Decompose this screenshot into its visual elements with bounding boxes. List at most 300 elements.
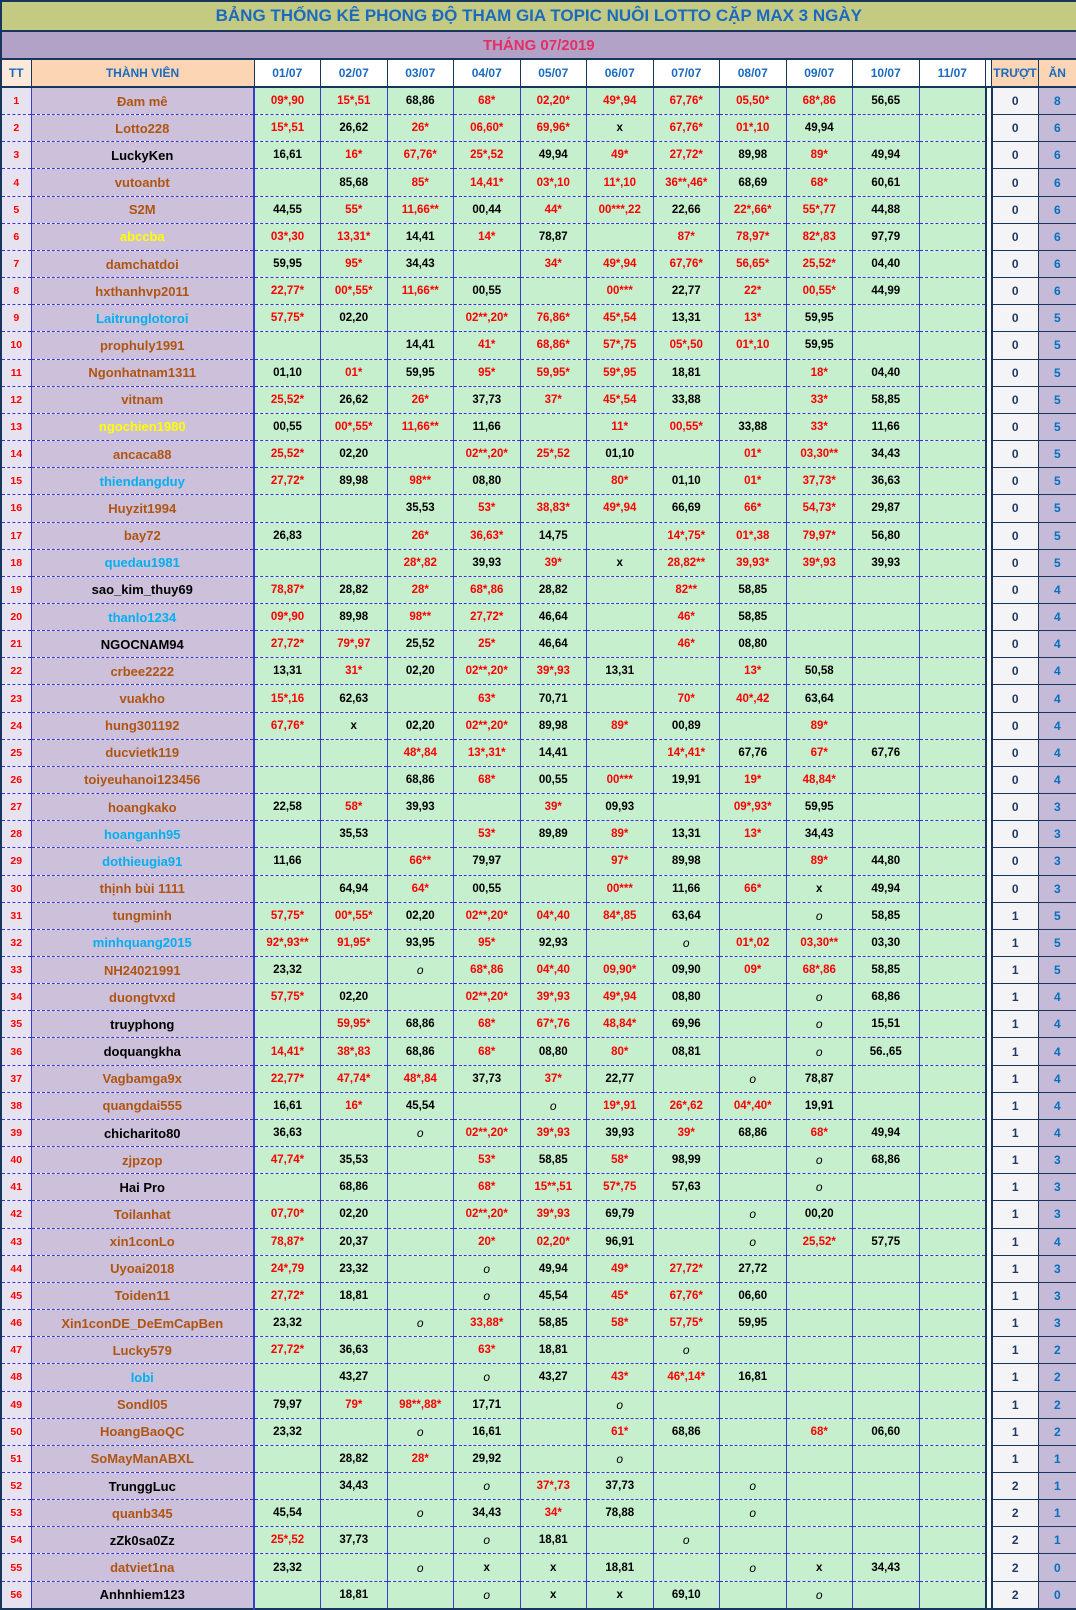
truot-count-cell[interactable]: 2 bbox=[992, 1554, 1039, 1581]
member-name-cell[interactable]: doquangkha bbox=[31, 1038, 254, 1065]
result-cell[interactable]: 09*,90 bbox=[254, 87, 321, 115]
result-cell[interactable] bbox=[387, 1337, 454, 1364]
result-cell[interactable]: 87* bbox=[653, 223, 720, 250]
result-cell[interactable]: 02,20 bbox=[321, 441, 388, 468]
result-cell[interactable]: 63,64 bbox=[786, 685, 853, 712]
result-cell[interactable]: 68* bbox=[786, 169, 853, 196]
result-cell[interactable]: 39* bbox=[520, 549, 587, 576]
result-cell[interactable]: 25,52* bbox=[254, 441, 321, 468]
result-cell[interactable]: 00,20 bbox=[786, 1201, 853, 1228]
result-cell[interactable]: 16,61 bbox=[254, 142, 321, 169]
row-number[interactable]: 31 bbox=[1, 902, 31, 929]
result-cell[interactable] bbox=[254, 169, 321, 196]
result-cell[interactable] bbox=[919, 413, 986, 440]
an-count-cell[interactable]: 4 bbox=[1039, 1038, 1076, 1065]
row-number[interactable]: 25 bbox=[1, 739, 31, 766]
result-cell[interactable]: 39,93 bbox=[454, 549, 521, 576]
member-name-cell[interactable]: LuckyKen bbox=[31, 142, 254, 169]
member-name-cell[interactable]: hoangkako bbox=[31, 794, 254, 821]
result-cell[interactable]: o bbox=[520, 1092, 587, 1119]
result-cell[interactable]: 03,30** bbox=[786, 441, 853, 468]
truot-count-cell[interactable]: 1 bbox=[992, 1445, 1039, 1472]
an-count-cell[interactable]: 2 bbox=[1039, 1418, 1076, 1445]
result-cell[interactable]: 68*,86 bbox=[454, 576, 521, 603]
result-cell[interactable] bbox=[919, 1147, 986, 1174]
row-number[interactable]: 53 bbox=[1, 1500, 31, 1527]
result-cell[interactable]: 27,72* bbox=[254, 1337, 321, 1364]
truot-count-cell[interactable]: 1 bbox=[992, 984, 1039, 1011]
result-cell[interactable] bbox=[786, 576, 853, 603]
result-cell[interactable]: 61* bbox=[587, 1418, 654, 1445]
result-cell[interactable]: 11,66** bbox=[387, 196, 454, 223]
result-cell[interactable]: o bbox=[786, 1038, 853, 1065]
result-cell[interactable] bbox=[720, 1527, 787, 1554]
member-name-cell[interactable]: datviet1na bbox=[31, 1554, 254, 1581]
row-number[interactable]: 3 bbox=[1, 142, 31, 169]
result-cell[interactable]: 24*,79 bbox=[254, 1255, 321, 1282]
result-cell[interactable]: x bbox=[520, 1581, 587, 1609]
result-cell[interactable] bbox=[720, 1337, 787, 1364]
result-cell[interactable]: 64* bbox=[387, 875, 454, 902]
an-count-cell[interactable]: 3 bbox=[1039, 1201, 1076, 1228]
member-name-cell[interactable]: thiendangduy bbox=[31, 468, 254, 495]
result-cell[interactable] bbox=[919, 766, 986, 793]
an-count-cell[interactable]: 6 bbox=[1039, 250, 1076, 277]
result-cell[interactable] bbox=[786, 1472, 853, 1499]
column-header-an[interactable]: ĂN bbox=[1039, 59, 1076, 87]
result-cell[interactable]: 23,32 bbox=[254, 957, 321, 984]
result-cell[interactable] bbox=[853, 631, 920, 658]
result-cell[interactable] bbox=[919, 1255, 986, 1282]
truot-count-cell[interactable]: 1 bbox=[992, 1119, 1039, 1146]
result-cell[interactable] bbox=[387, 1201, 454, 1228]
result-cell[interactable]: 13,31 bbox=[254, 658, 321, 685]
result-cell[interactable]: 09*,93* bbox=[720, 794, 787, 821]
result-cell[interactable] bbox=[321, 1554, 388, 1581]
result-cell[interactable] bbox=[919, 1581, 986, 1609]
result-cell[interactable]: 67,76* bbox=[254, 712, 321, 739]
result-cell[interactable]: 29,92 bbox=[454, 1445, 521, 1472]
result-cell[interactable]: 98**,88* bbox=[387, 1391, 454, 1418]
result-cell[interactable]: 79*,97 bbox=[321, 631, 388, 658]
truot-count-cell[interactable]: 2 bbox=[992, 1472, 1039, 1499]
result-cell[interactable]: 13* bbox=[720, 658, 787, 685]
result-cell[interactable]: 11,66** bbox=[387, 413, 454, 440]
an-count-cell[interactable]: 3 bbox=[1039, 1147, 1076, 1174]
result-cell[interactable]: o bbox=[720, 1472, 787, 1499]
row-number[interactable]: 14 bbox=[1, 441, 31, 468]
result-cell[interactable]: 23,32 bbox=[254, 1310, 321, 1337]
result-cell[interactable]: 18,81 bbox=[520, 1337, 587, 1364]
result-cell[interactable] bbox=[786, 1255, 853, 1282]
result-cell[interactable]: x bbox=[520, 1554, 587, 1581]
result-cell[interactable]: 79* bbox=[321, 1391, 388, 1418]
result-cell[interactable]: 22,77 bbox=[587, 1065, 654, 1092]
result-cell[interactable]: 70,71 bbox=[520, 685, 587, 712]
result-cell[interactable]: 67,76* bbox=[653, 115, 720, 142]
result-cell[interactable]: 57,75* bbox=[254, 984, 321, 1011]
result-cell[interactable] bbox=[587, 603, 654, 630]
result-cell[interactable]: 34,43 bbox=[321, 1472, 388, 1499]
result-cell[interactable] bbox=[587, 1337, 654, 1364]
result-cell[interactable] bbox=[786, 1391, 853, 1418]
member-name-cell[interactable]: damchatdoi bbox=[31, 250, 254, 277]
truot-count-cell[interactable]: 0 bbox=[992, 278, 1039, 305]
result-cell[interactable]: o bbox=[786, 902, 853, 929]
result-cell[interactable] bbox=[786, 1282, 853, 1309]
result-cell[interactable]: o bbox=[786, 1011, 853, 1038]
result-cell[interactable]: 03,30** bbox=[786, 929, 853, 956]
member-name-cell[interactable]: prophuly1991 bbox=[31, 332, 254, 359]
result-cell[interactable]: 20* bbox=[454, 1228, 521, 1255]
result-cell[interactable]: 78,87 bbox=[520, 223, 587, 250]
result-cell[interactable]: 38,83* bbox=[520, 495, 587, 522]
result-cell[interactable]: 89* bbox=[587, 712, 654, 739]
result-cell[interactable]: o bbox=[387, 1500, 454, 1527]
result-cell[interactable] bbox=[387, 1228, 454, 1255]
result-cell[interactable]: 46*,14* bbox=[653, 1364, 720, 1391]
result-cell[interactable]: 49* bbox=[587, 1255, 654, 1282]
result-cell[interactable]: o bbox=[720, 1201, 787, 1228]
result-cell[interactable]: 03,30 bbox=[853, 929, 920, 956]
an-count-cell[interactable]: 6 bbox=[1039, 142, 1076, 169]
an-count-cell[interactable]: 4 bbox=[1039, 984, 1076, 1011]
an-count-cell[interactable]: 1 bbox=[1039, 1445, 1076, 1472]
result-cell[interactable] bbox=[853, 1255, 920, 1282]
result-cell[interactable]: 85,68 bbox=[321, 169, 388, 196]
result-cell[interactable] bbox=[454, 1092, 521, 1119]
member-name-cell[interactable]: thanlo1234 bbox=[31, 603, 254, 630]
result-cell[interactable] bbox=[919, 522, 986, 549]
result-cell[interactable]: 06,60 bbox=[853, 1418, 920, 1445]
truot-count-cell[interactable]: 0 bbox=[992, 821, 1039, 848]
result-cell[interactable] bbox=[853, 115, 920, 142]
result-cell[interactable]: 34,43 bbox=[853, 1554, 920, 1581]
result-cell[interactable] bbox=[653, 1065, 720, 1092]
truot-count-cell[interactable]: 0 bbox=[992, 305, 1039, 332]
result-cell[interactable]: 59,95 bbox=[720, 1310, 787, 1337]
member-name-cell[interactable]: Toilanhat bbox=[31, 1201, 254, 1228]
result-cell[interactable] bbox=[387, 305, 454, 332]
result-cell[interactable]: 00*** bbox=[587, 278, 654, 305]
result-cell[interactable]: 56,65* bbox=[720, 250, 787, 277]
result-cell[interactable]: o bbox=[720, 1065, 787, 1092]
result-cell[interactable]: 50,58 bbox=[786, 658, 853, 685]
truot-count-cell[interactable]: 0 bbox=[992, 848, 1039, 875]
result-cell[interactable]: 36,63 bbox=[254, 1119, 321, 1146]
member-name-cell[interactable]: Anhnhiem123 bbox=[31, 1581, 254, 1609]
member-name-cell[interactable]: quangdai555 bbox=[31, 1092, 254, 1119]
result-cell[interactable]: 28* bbox=[387, 1445, 454, 1472]
result-cell[interactable]: 01*,02 bbox=[720, 929, 787, 956]
result-cell[interactable]: 56.,65 bbox=[853, 1038, 920, 1065]
result-cell[interactable]: 02**,20* bbox=[454, 1119, 521, 1146]
result-cell[interactable]: 80* bbox=[587, 1038, 654, 1065]
result-cell[interactable]: 26* bbox=[387, 386, 454, 413]
result-cell[interactable]: 36**,46* bbox=[653, 169, 720, 196]
result-cell[interactable]: 58,85 bbox=[520, 1147, 587, 1174]
result-cell[interactable] bbox=[919, 957, 986, 984]
result-cell[interactable]: 11,66 bbox=[653, 875, 720, 902]
an-count-cell[interactable]: 4 bbox=[1039, 658, 1076, 685]
result-cell[interactable]: 67,76* bbox=[653, 250, 720, 277]
result-cell[interactable]: 28,82 bbox=[321, 576, 388, 603]
member-name-cell[interactable]: toiyeuhanoi123456 bbox=[31, 766, 254, 793]
member-name-cell[interactable]: hxthanhvp2011 bbox=[31, 278, 254, 305]
result-cell[interactable] bbox=[387, 1581, 454, 1609]
result-cell[interactable] bbox=[853, 712, 920, 739]
row-number[interactable]: 10 bbox=[1, 332, 31, 359]
result-cell[interactable] bbox=[587, 1527, 654, 1554]
result-cell[interactable]: 84*,85 bbox=[587, 902, 654, 929]
result-cell[interactable]: 48,84* bbox=[786, 766, 853, 793]
truot-count-cell[interactable]: 0 bbox=[992, 223, 1039, 250]
member-name-cell[interactable]: HoangBaoQC bbox=[31, 1418, 254, 1445]
result-cell[interactable] bbox=[653, 1201, 720, 1228]
result-cell[interactable]: 22,77* bbox=[254, 278, 321, 305]
result-cell[interactable]: 25*,52 bbox=[520, 441, 587, 468]
an-count-cell[interactable]: 4 bbox=[1039, 603, 1076, 630]
result-cell[interactable] bbox=[387, 821, 454, 848]
result-cell[interactable] bbox=[254, 739, 321, 766]
result-cell[interactable] bbox=[919, 1011, 986, 1038]
result-cell[interactable]: 85* bbox=[387, 169, 454, 196]
result-cell[interactable]: 14*,41* bbox=[653, 739, 720, 766]
result-cell[interactable]: 00*,55* bbox=[321, 902, 388, 929]
truot-count-cell[interactable]: 1 bbox=[992, 1310, 1039, 1337]
result-cell[interactable]: 56,80 bbox=[853, 522, 920, 549]
result-cell[interactable] bbox=[919, 468, 986, 495]
result-cell[interactable]: 37,73 bbox=[454, 386, 521, 413]
result-cell[interactable] bbox=[853, 1092, 920, 1119]
result-cell[interactable] bbox=[919, 1310, 986, 1337]
member-name-cell[interactable]: Xin1conDE_DeEmCapBen bbox=[31, 1310, 254, 1337]
result-cell[interactable] bbox=[587, 685, 654, 712]
result-cell[interactable]: 39,93 bbox=[587, 1119, 654, 1146]
result-cell[interactable]: o bbox=[454, 1472, 521, 1499]
result-cell[interactable]: 91,95* bbox=[321, 929, 388, 956]
result-cell[interactable]: 45*,54 bbox=[587, 305, 654, 332]
member-name-cell[interactable]: xin1conLo bbox=[31, 1228, 254, 1255]
result-cell[interactable]: 08,80 bbox=[454, 468, 521, 495]
result-cell[interactable] bbox=[853, 1527, 920, 1554]
result-cell[interactable] bbox=[919, 1472, 986, 1499]
result-cell[interactable] bbox=[321, 739, 388, 766]
truot-count-cell[interactable]: 0 bbox=[992, 413, 1039, 440]
column-header-member[interactable]: THÀNH VIÊN bbox=[31, 59, 254, 87]
result-cell[interactable]: 68* bbox=[454, 766, 521, 793]
result-cell[interactable] bbox=[720, 1011, 787, 1038]
result-cell[interactable]: 64,94 bbox=[321, 875, 388, 902]
result-cell[interactable]: 37,73* bbox=[786, 468, 853, 495]
row-number[interactable]: 19 bbox=[1, 576, 31, 603]
result-cell[interactable]: o bbox=[454, 1527, 521, 1554]
result-cell[interactable] bbox=[387, 1147, 454, 1174]
result-cell[interactable]: 58* bbox=[587, 1310, 654, 1337]
result-cell[interactable] bbox=[520, 468, 587, 495]
row-number[interactable]: 18 bbox=[1, 549, 31, 576]
an-count-cell[interactable]: 6 bbox=[1039, 196, 1076, 223]
member-name-cell[interactable]: duongtvxd bbox=[31, 984, 254, 1011]
result-cell[interactable]: 14,41 bbox=[387, 223, 454, 250]
result-cell[interactable]: 02**,20* bbox=[454, 305, 521, 332]
result-cell[interactable]: o bbox=[587, 1445, 654, 1472]
result-cell[interactable] bbox=[919, 1418, 986, 1445]
result-cell[interactable]: 55* bbox=[321, 196, 388, 223]
result-cell[interactable]: 58,85 bbox=[720, 576, 787, 603]
result-cell[interactable] bbox=[853, 1065, 920, 1092]
result-cell[interactable]: 25,52* bbox=[786, 1228, 853, 1255]
result-cell[interactable]: 13,31 bbox=[653, 305, 720, 332]
result-cell[interactable]: 79,97 bbox=[254, 1391, 321, 1418]
result-cell[interactable]: 89,98 bbox=[321, 603, 388, 630]
column-header-date-08-07[interactable]: 08/07 bbox=[720, 59, 787, 87]
row-number[interactable]: 24 bbox=[1, 712, 31, 739]
result-cell[interactable] bbox=[720, 848, 787, 875]
an-count-cell[interactable]: 3 bbox=[1039, 794, 1076, 821]
result-cell[interactable]: 69,96* bbox=[520, 115, 587, 142]
result-cell[interactable]: 06,60 bbox=[720, 1282, 787, 1309]
result-cell[interactable] bbox=[254, 875, 321, 902]
result-cell[interactable] bbox=[653, 1472, 720, 1499]
result-cell[interactable]: 78,87* bbox=[254, 1228, 321, 1255]
result-cell[interactable] bbox=[919, 1228, 986, 1255]
result-cell[interactable] bbox=[853, 1282, 920, 1309]
an-count-cell[interactable]: 5 bbox=[1039, 359, 1076, 386]
result-cell[interactable] bbox=[321, 1500, 388, 1527]
result-cell[interactable]: x bbox=[587, 549, 654, 576]
result-cell[interactable]: 04*,40* bbox=[720, 1092, 787, 1119]
an-count-cell[interactable]: 5 bbox=[1039, 386, 1076, 413]
row-number[interactable]: 50 bbox=[1, 1418, 31, 1445]
result-cell[interactable]: 68,69 bbox=[720, 169, 787, 196]
result-cell[interactable]: x bbox=[321, 712, 388, 739]
member-name-cell[interactable]: SoMayManABXL bbox=[31, 1445, 254, 1472]
member-name-cell[interactable]: Lotto228 bbox=[31, 115, 254, 142]
result-cell[interactable]: 59,95 bbox=[786, 332, 853, 359]
result-cell[interactable]: 14,41 bbox=[520, 739, 587, 766]
result-cell[interactable] bbox=[720, 359, 787, 386]
result-cell[interactable] bbox=[853, 603, 920, 630]
result-cell[interactable] bbox=[653, 441, 720, 468]
member-name-cell[interactable]: TrunggLuc bbox=[31, 1472, 254, 1499]
result-cell[interactable] bbox=[919, 1364, 986, 1391]
result-cell[interactable] bbox=[919, 875, 986, 902]
result-cell[interactable]: 25*,52 bbox=[454, 142, 521, 169]
result-cell[interactable] bbox=[853, 305, 920, 332]
result-cell[interactable]: 23,32 bbox=[254, 1418, 321, 1445]
row-number[interactable]: 36 bbox=[1, 1038, 31, 1065]
result-cell[interactable] bbox=[919, 223, 986, 250]
result-cell[interactable]: 37*,73 bbox=[520, 1472, 587, 1499]
result-cell[interactable]: 19,91 bbox=[653, 766, 720, 793]
result-cell[interactable]: 59,95* bbox=[520, 359, 587, 386]
truot-count-cell[interactable]: 0 bbox=[992, 386, 1039, 413]
result-cell[interactable]: 33* bbox=[786, 413, 853, 440]
an-count-cell[interactable]: 4 bbox=[1039, 766, 1076, 793]
result-cell[interactable]: 14*,75* bbox=[653, 522, 720, 549]
result-cell[interactable] bbox=[853, 658, 920, 685]
result-cell[interactable] bbox=[853, 1391, 920, 1418]
row-number[interactable]: 41 bbox=[1, 1174, 31, 1201]
result-cell[interactable]: 20,37 bbox=[321, 1228, 388, 1255]
result-cell[interactable] bbox=[321, 1418, 388, 1445]
result-cell[interactable] bbox=[853, 1581, 920, 1609]
result-cell[interactable] bbox=[853, 332, 920, 359]
result-cell[interactable]: 09,90 bbox=[653, 957, 720, 984]
result-cell[interactable]: 39* bbox=[520, 794, 587, 821]
an-count-cell[interactable]: 1 bbox=[1039, 1527, 1076, 1554]
row-number[interactable]: 21 bbox=[1, 631, 31, 658]
result-cell[interactable]: o bbox=[587, 1391, 654, 1418]
result-cell[interactable] bbox=[653, 1500, 720, 1527]
result-cell[interactable]: 45,54 bbox=[520, 1282, 587, 1309]
row-number[interactable]: 46 bbox=[1, 1310, 31, 1337]
truot-count-cell[interactable]: 0 bbox=[992, 685, 1039, 712]
result-cell[interactable]: 26* bbox=[387, 522, 454, 549]
result-cell[interactable] bbox=[720, 386, 787, 413]
result-cell[interactable] bbox=[387, 1472, 454, 1499]
result-cell[interactable]: 27,72 bbox=[720, 1255, 787, 1282]
result-cell[interactable] bbox=[853, 576, 920, 603]
result-cell[interactable]: 82*,83 bbox=[786, 223, 853, 250]
column-header-date-09-07[interactable]: 09/07 bbox=[786, 59, 853, 87]
result-cell[interactable]: 46* bbox=[653, 631, 720, 658]
result-cell[interactable]: 13*,31* bbox=[454, 739, 521, 766]
truot-count-cell[interactable]: 1 bbox=[992, 1201, 1039, 1228]
an-count-cell[interactable]: 8 bbox=[1039, 87, 1076, 115]
member-name-cell[interactable]: zZk0sa0Zz bbox=[31, 1527, 254, 1554]
result-cell[interactable] bbox=[919, 794, 986, 821]
result-cell[interactable]: 47,74* bbox=[254, 1147, 321, 1174]
result-cell[interactable] bbox=[254, 495, 321, 522]
result-cell[interactable]: 68,86 bbox=[387, 1038, 454, 1065]
result-cell[interactable] bbox=[653, 1554, 720, 1581]
result-cell[interactable]: 39*,93 bbox=[786, 549, 853, 576]
result-cell[interactable] bbox=[254, 1364, 321, 1391]
result-cell[interactable] bbox=[587, 576, 654, 603]
result-cell[interactable] bbox=[919, 984, 986, 1011]
an-count-cell[interactable]: 1 bbox=[1039, 1500, 1076, 1527]
truot-count-cell[interactable]: 0 bbox=[992, 332, 1039, 359]
result-cell[interactable]: 39*,93 bbox=[520, 1201, 587, 1228]
result-cell[interactable]: 04*,40 bbox=[520, 957, 587, 984]
column-header-truot[interactable]: TRƯỢT bbox=[992, 59, 1039, 87]
result-cell[interactable]: 09,93 bbox=[587, 794, 654, 821]
result-cell[interactable] bbox=[653, 1228, 720, 1255]
result-cell[interactable]: o bbox=[387, 957, 454, 984]
result-cell[interactable]: o bbox=[454, 1364, 521, 1391]
result-cell[interactable] bbox=[254, 1445, 321, 1472]
result-cell[interactable]: 15,51 bbox=[853, 1011, 920, 1038]
truot-count-cell[interactable]: 0 bbox=[992, 359, 1039, 386]
result-cell[interactable]: 49*,94 bbox=[587, 984, 654, 1011]
result-cell[interactable]: 22,58 bbox=[254, 794, 321, 821]
result-cell[interactable]: o bbox=[653, 1527, 720, 1554]
member-name-cell[interactable]: sao_kim_thuy69 bbox=[31, 576, 254, 603]
result-cell[interactable]: o bbox=[720, 1500, 787, 1527]
result-cell[interactable] bbox=[653, 658, 720, 685]
row-number[interactable]: 13 bbox=[1, 413, 31, 440]
result-cell[interactable]: 68,86 bbox=[653, 1418, 720, 1445]
member-name-cell[interactable]: Uyoai2018 bbox=[31, 1255, 254, 1282]
result-cell[interactable]: 36,63 bbox=[853, 468, 920, 495]
an-count-cell[interactable]: 3 bbox=[1039, 875, 1076, 902]
result-cell[interactable]: 14,75 bbox=[520, 522, 587, 549]
result-cell[interactable]: 68,86 bbox=[387, 766, 454, 793]
result-cell[interactable]: 18,81 bbox=[653, 359, 720, 386]
result-cell[interactable]: 34,43 bbox=[387, 250, 454, 277]
